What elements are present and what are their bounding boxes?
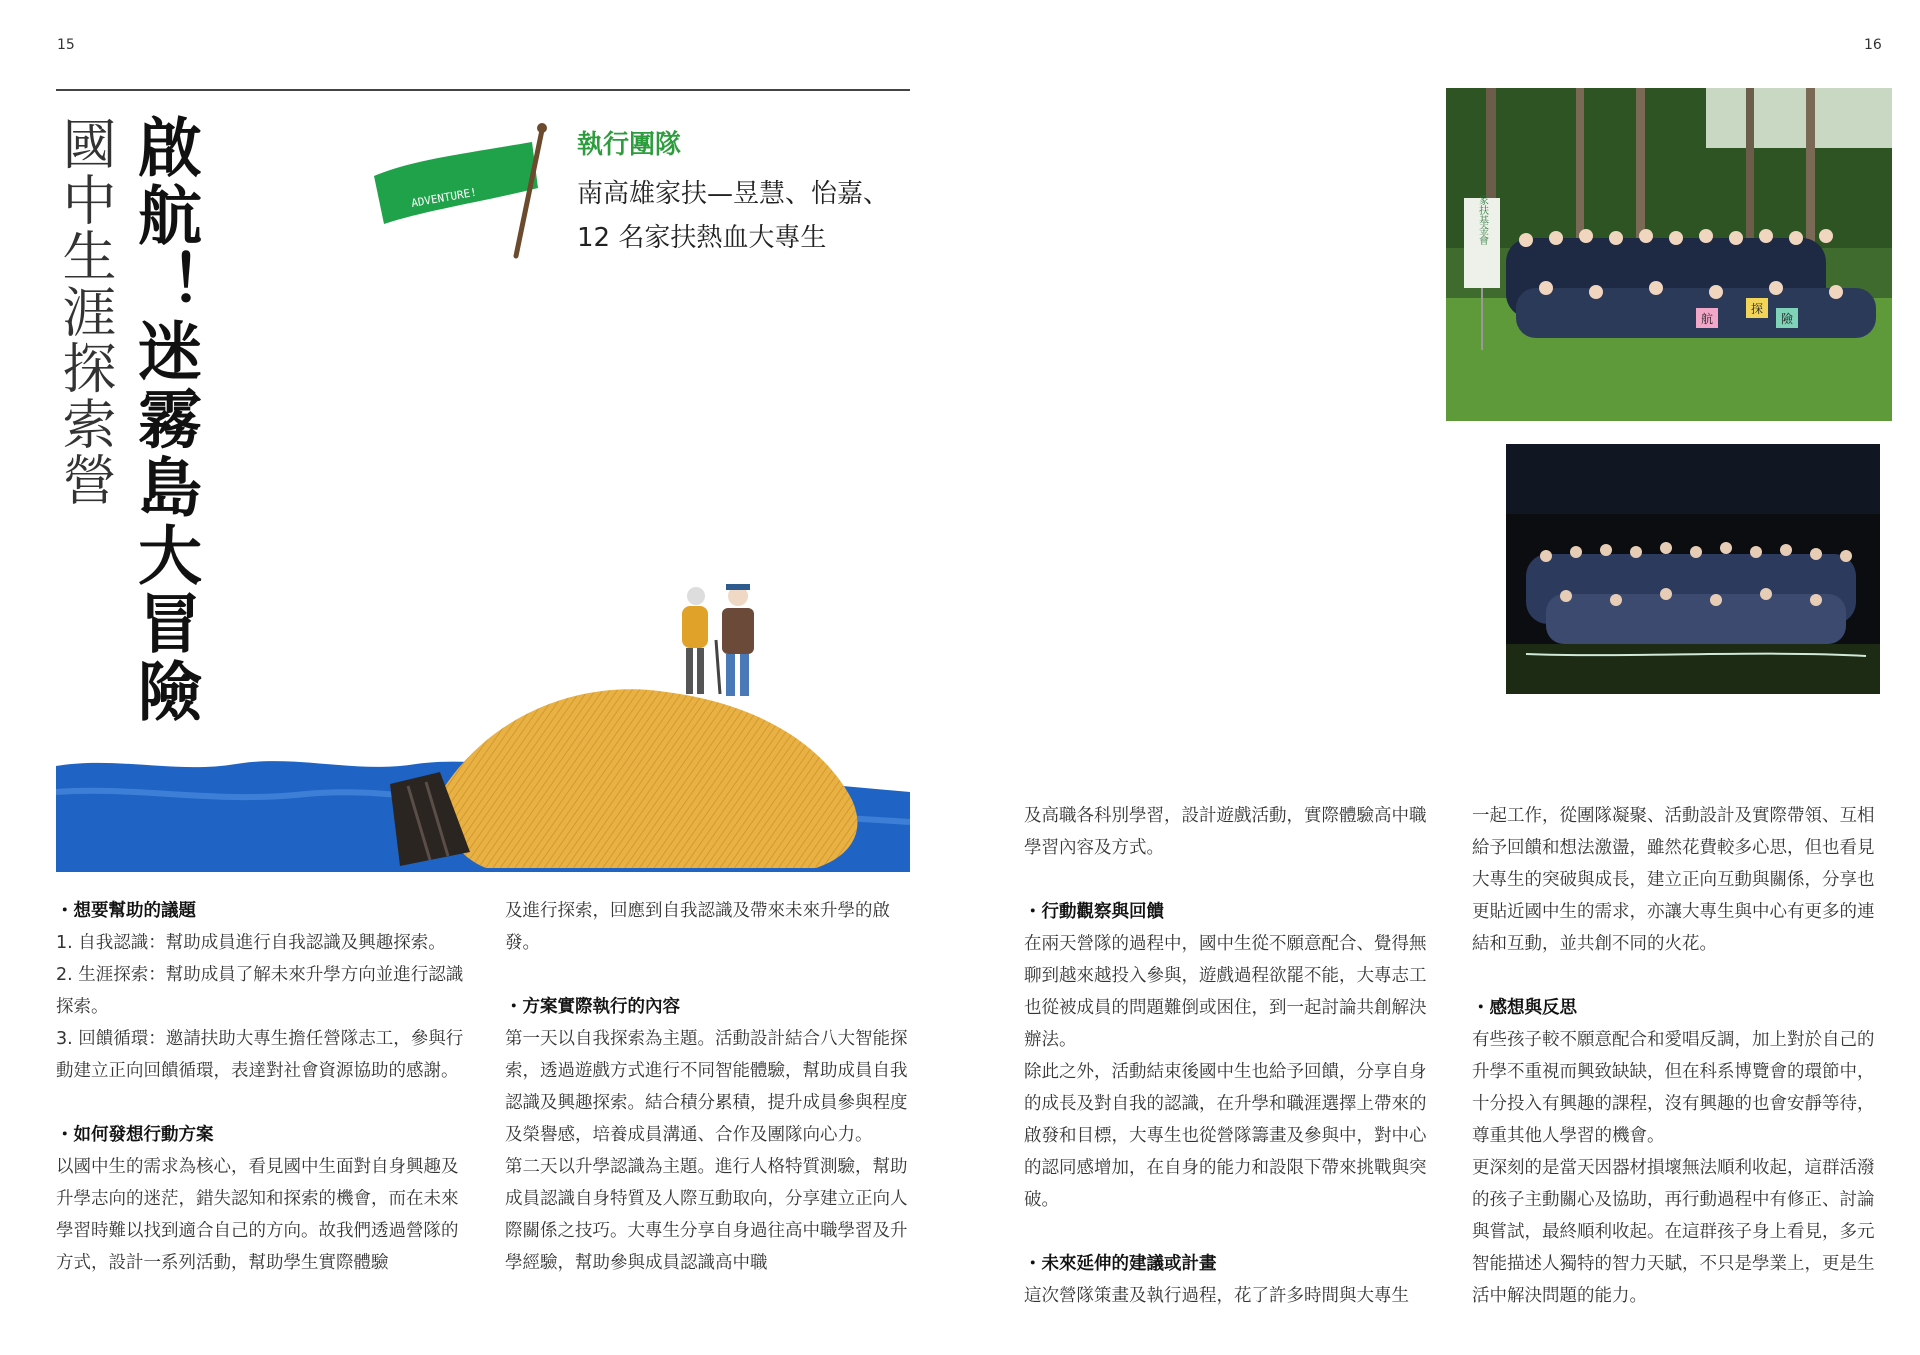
paragraph: 及高職各科別學習，設計遊戲活動，實際體驗高中職學習內容及方式。 (1024, 806, 1427, 858)
woman-head (687, 587, 705, 605)
paragraph: 1. 自我認識：幫助成員進行自我認識及興趣探索。 (56, 933, 446, 953)
section-heading: ・感想與反思 (1472, 998, 1577, 1018)
man-hat (726, 584, 750, 590)
photo-sign-2: 探 (1750, 302, 1764, 316)
text-column-1 (56, 895, 466, 1279)
cane (716, 640, 720, 694)
paragraph: 第一天以自我探索為主題。活動設計結合八大智能探索，透過遊戲方式進行不同智能體驗，幫助成員自我認識及興趣探索。結合積分累積，提升成員參與程度及榮譽感，培養成員溝通、合作及團隊向心力。 (505, 1029, 908, 1145)
man-leg-1 (726, 654, 735, 696)
photo-sign-3: 險 (1780, 312, 1794, 326)
paragraph: 這次營隊策畫及執行過程，花了許多時間與大專生 (1024, 1286, 1409, 1306)
flag-text: ADVENTURE! (410, 185, 478, 210)
photo-sign-1: 航 (1700, 312, 1714, 326)
woman-leg-1 (686, 648, 693, 694)
subtitle-vertical: 國中生涯探索營 (54, 116, 117, 508)
elderly-couple (682, 584, 754, 696)
section-heading: ・行動觀察與回饋 (1024, 902, 1164, 922)
paragraph: 有些孩子較不願意配合和愛唱反調，加上對於自己的升學不重視而興致缺缺，但在科系博覽會的環節中，十分投入有興趣的課程，沒有興趣的也會安靜等待，尊重其他人學習的機會。 (1472, 1030, 1875, 1146)
section-heading: ・如何發想行動方案 (56, 1125, 214, 1145)
main-title-vertical: 啟航！迷霧島大冒險 (127, 114, 201, 726)
text-column-2 (505, 895, 915, 1279)
paragraph-gap (56, 1087, 466, 1119)
paragraph: 2. 生涯探索：幫助成員了解未來升學方向並進行認識探索。 (56, 965, 464, 1017)
group-photo-daytime (1446, 88, 1892, 421)
page-number-left: 15 (57, 37, 75, 53)
man-body (722, 608, 754, 654)
paragraph: 以國中生的需求為核心，看見國中生面對自身興趣及升學志向的迷茫，錯失認知和探索的機會，而在未來學習時難以找到適合自己的方向。故我們透過營隊的方式，設計一系列活動，幫助學生實際體驗 (56, 1157, 459, 1273)
group-photo-night (1506, 444, 1880, 694)
paragraph: 第二天以升學認識為主題。進行人格特質測驗，幫助成員認識自身特質及人際互動取向，分享建立正向人際關係之技巧。大專生分享自身過往高中職學習及升學經驗，幫助參與成員認識高中職 (505, 1157, 908, 1273)
paragraph: 更深刻的是當天因器材損壞無法順利收起，這群活潑的孩子主動關心及協助，再行動過程中有修正、討論與嘗試，最終順利收起。在這群孩子身上看見，多元智能描述人獨特的智力天賦，不只是學業上，更是生活中解決問題的能力。 (1472, 1158, 1875, 1306)
banner-text: 家扶基金會 (1476, 195, 1488, 245)
paragraph: 3. 回饋循環：邀請扶助大專生擔任營隊志工，參與行動建立正向回饋循環，表達對社會資源協助的感謝。 (56, 1029, 464, 1081)
paragraph-gap (505, 959, 915, 991)
team-line-1: 南高雄家扶—昱慧、怡嘉、 (577, 179, 890, 209)
header-rule (56, 89, 910, 91)
text-column-4 (1472, 800, 1882, 1312)
adventure-flag-illustration (372, 118, 554, 260)
section-heading: ・未來延伸的建議或計畫 (1024, 1254, 1217, 1274)
paragraph: 及進行探索，回應到自我認識及帶來未來升學的啟發。 (505, 901, 890, 953)
team-heading: 執行團隊 (577, 130, 682, 160)
paragraph: 除此之外，活動結束後國中生也給予回饋，分享自身的成長及對自我的認識，在升學和職涯選擇上帶來的啟發和目標，大專生也從營隊籌畫及參與中，對中心的認同感增加，在自身的能力和設限下帶來挑戰與突破。 (1024, 1062, 1427, 1210)
paragraph-gap (1024, 864, 1434, 896)
bulb-island (440, 689, 857, 868)
flag-pole-top (537, 123, 547, 133)
paragraph: 一起工作，從團隊凝聚、活動設計及實際帶領、互相給予回饋和想法激盪，雖然花費較多心思，但也看見大專生的突破與成長，建立正向互動與關係，分享也更貼近國中生的需求，亦讓大專生與中心有更多的連結和互動，並共創不同的火花。 (1472, 806, 1875, 954)
flag-cloth (374, 142, 538, 224)
section-heading: ・想要幫助的議題 (56, 901, 196, 921)
text-column-3 (1024, 800, 1434, 1312)
page-number-right: 16 (1864, 37, 1882, 53)
man-leg-2 (740, 654, 749, 696)
paragraph-gap (1472, 960, 1882, 992)
paragraph-gap (1024, 1216, 1434, 1248)
lightbulb-island-illustration (56, 560, 910, 872)
section-heading: ・方案實際執行的內容 (505, 997, 680, 1017)
woman-body (682, 606, 708, 648)
woman-leg-2 (697, 648, 704, 694)
team-line-2: 12 名家扶熱血大專生 (577, 223, 827, 253)
paragraph: 在兩天營隊的過程中，國中生從不願意配合、覺得無聊到越來越投入參與，遊戲過程欲罷不能，大專志工也從被成員的問題難倒或困住，到一起討論共創解決辦法。 (1024, 934, 1427, 1050)
